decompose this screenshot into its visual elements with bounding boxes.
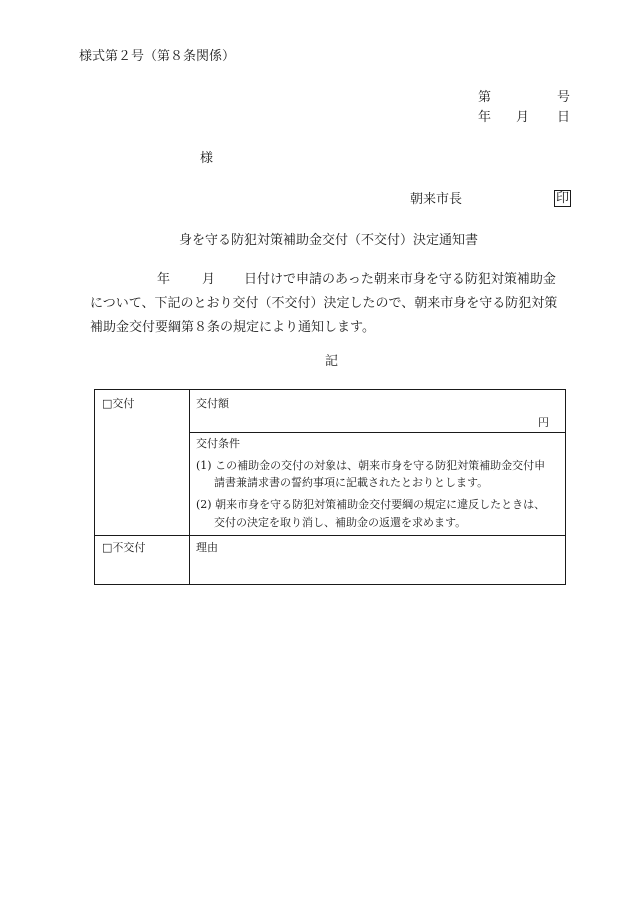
addressee-suffix: 様 [200, 151, 214, 166]
conditions-label: 交付条件 [196, 437, 240, 450]
date-year: 年 [478, 110, 492, 125]
condition-2-line2: 交付の決定を取り消し、補助金の返還を求めます。 [214, 516, 467, 529]
seal-mark: 印 [556, 191, 570, 206]
body-date-year: 年 [157, 272, 171, 287]
body-line1: 日付けで申請のあった朝来市身を守る防犯対策補助金 [244, 272, 556, 287]
body-date-month: 月 [202, 272, 216, 287]
document-title: 身を守る防犯対策補助金交付（不交付）決定通知書 [179, 233, 479, 248]
body-paragraph [90, 268, 590, 340]
doc-number-suffix: 号 [557, 90, 571, 105]
date-month: 月 [516, 110, 530, 125]
condition-2-line1: (2) 朝来市身を守る防犯対策補助金交付要綱の規定に違反したときは、 [196, 498, 546, 511]
form-number: 様式第２号（第８条関係） [79, 49, 236, 64]
date-day: 日 [557, 110, 571, 125]
issuer-title: 朝来市長 [410, 192, 463, 207]
amount-label: 交付額 [196, 397, 229, 410]
decision-table [94, 389, 566, 585]
row-divider-amount [189, 432, 565, 433]
body-line3: 補助金交付要綱第８条の規定により通知します。 [90, 320, 375, 335]
ki-heading: 記 [325, 354, 339, 369]
doc-number-label: 第 [478, 90, 492, 105]
grant-option: □交付 [102, 397, 135, 410]
nogrant-option: □不交付 [102, 541, 146, 554]
column-divider [189, 390, 190, 584]
body-line2: について、下記のとおり交付（不交付）決定したので、朝来市身を守る防犯対策 [90, 296, 558, 311]
condition-1-line1: (1) この補助金の交付の対象は、朝来市身を守る防犯対策補助金交付申 [196, 459, 546, 472]
row-divider-nogrant [95, 535, 565, 536]
condition-1-line2: 請書兼請求書の誓約事項に記載されたとおりとします。 [214, 476, 489, 489]
amount-unit: 円 [538, 416, 549, 429]
reason-label: 理由 [196, 541, 218, 554]
